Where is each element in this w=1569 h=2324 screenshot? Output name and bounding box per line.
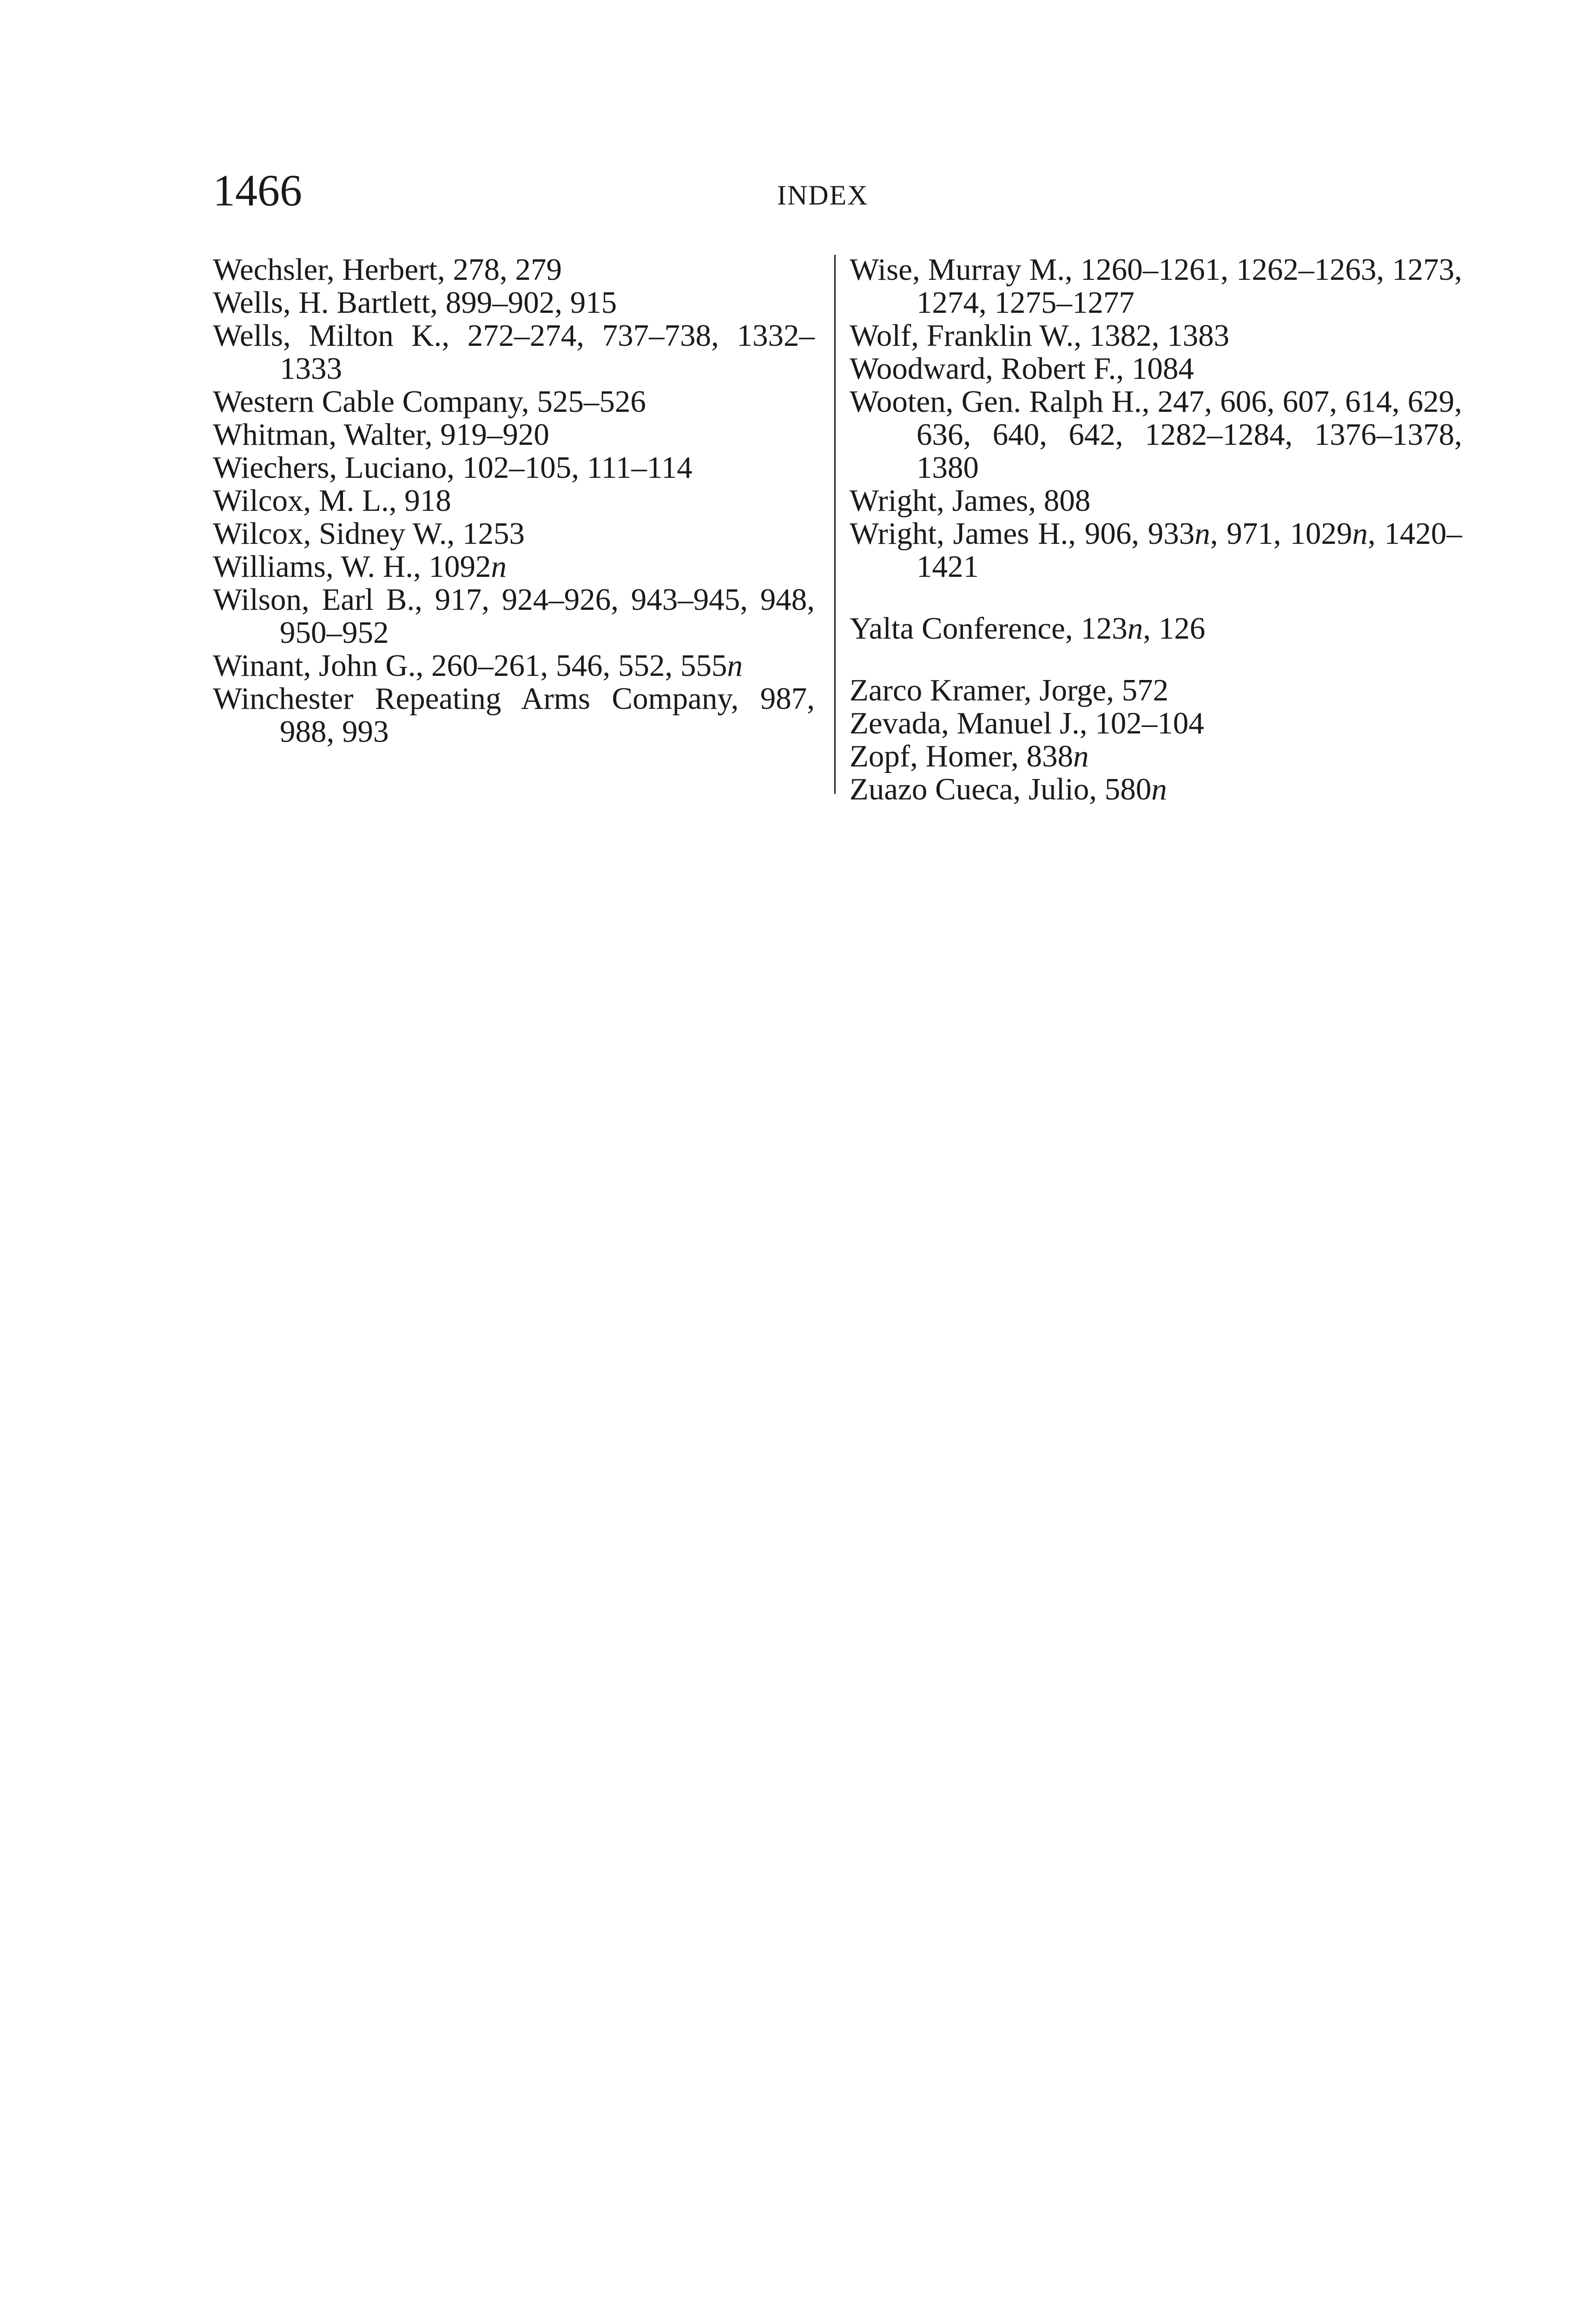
entry-text: , 1420–1421 — [916, 516, 1462, 584]
index-column-left — [213, 253, 815, 748]
entry-text: Wooten, Gen. Ralph H., 247, 606, 607, 614, 629, 636, 640, 642, 1282–1284, 1376–1378, 1380 — [850, 384, 1462, 485]
entry-text: , 971, 1029 — [1210, 516, 1352, 551]
entry-text: Wiechers, Luciano, 102–105, 111–114 — [213, 450, 692, 485]
entry-text: Western Cable Company, 525–526 — [213, 384, 646, 419]
entry-text: Wilcox, Sidney W., 1253 — [213, 516, 525, 551]
entry-text: Wise, Murray M., 1260–1261, 1262–1263, 1273, 1274, 1275–1277 — [850, 252, 1462, 320]
index-entry — [850, 773, 1462, 806]
page-number: 1466 — [213, 165, 302, 215]
footnote-marker: n — [727, 648, 743, 683]
entry-text: Winchester Repeating Arms Company, 987, 988, 993 — [213, 681, 815, 749]
footnote-marker: n — [1073, 739, 1089, 773]
index-entry — [213, 418, 815, 451]
page-header — [213, 165, 1462, 216]
footnote-marker: n — [1194, 516, 1210, 551]
index-entry — [850, 352, 1462, 385]
index-entry — [213, 385, 815, 418]
entry-text: Wells, Milton K., 272–274, 737–738, 1332–1333 — [213, 318, 815, 386]
entry-text: Whitman, Walter, 919–920 — [213, 417, 549, 452]
column-divider — [834, 255, 836, 794]
entry-text: Zevada, Manuel J., 102–104 — [850, 706, 1204, 740]
index-entry — [213, 451, 815, 484]
entry-text: Winant, John G., 260–261, 546, 552, 555 — [213, 648, 727, 683]
index-entry — [850, 319, 1462, 352]
index-entry — [850, 253, 1462, 319]
index-entry — [213, 682, 815, 748]
footnote-marker: n — [1151, 772, 1167, 806]
index-entry — [213, 253, 815, 286]
index-column-right — [850, 253, 1462, 806]
index-entry — [213, 583, 815, 649]
footnote-marker: n — [491, 549, 507, 584]
entry-text: Williams, W. H., 1092 — [213, 549, 491, 584]
index-entry — [850, 385, 1462, 484]
entry-text: Wright, James H., 906, 933 — [850, 516, 1195, 551]
index-entry — [213, 484, 815, 517]
entry-text: Zuazo Cueca, Julio, 580 — [850, 772, 1152, 806]
index-entry — [850, 612, 1462, 645]
index-entry — [213, 319, 815, 385]
index-entry — [850, 707, 1462, 740]
entry-text: Wells, H. Bartlett, 899–902, 915 — [213, 285, 617, 320]
entry-text: Zopf, Homer, 838 — [850, 739, 1074, 773]
entry-text: Wilcox, M. L., 918 — [213, 483, 451, 518]
footnote-marker: n — [1127, 611, 1143, 646]
section-gap — [850, 583, 1462, 612]
index-entry — [850, 740, 1462, 773]
entry-text: Wechsler, Herbert, 278, 279 — [213, 252, 562, 287]
index-entry — [213, 649, 815, 682]
index-entry — [850, 517, 1462, 583]
entry-text: , 126 — [1143, 611, 1206, 646]
index-entry — [850, 484, 1462, 517]
entry-text: Wilson, Earl B., 917, 924–926, 943–945, 948, 950–952 — [213, 582, 815, 650]
index-entry — [213, 286, 815, 319]
index-entry — [213, 550, 815, 583]
entry-text: Yalta Conference, 123 — [850, 611, 1127, 646]
entry-text: Wright, James, 808 — [850, 483, 1091, 518]
entry-text: Zarco Kramer, Jorge, 572 — [850, 673, 1169, 707]
entry-text: Woodward, Robert F., 1084 — [850, 351, 1194, 386]
entry-text: Wolf, Franklin W., 1382, 1383 — [850, 318, 1230, 353]
index-entry — [850, 674, 1462, 707]
running-head: INDEX — [777, 180, 869, 211]
footnote-marker: n — [1352, 516, 1368, 551]
index-entry — [213, 517, 815, 550]
section-gap — [850, 645, 1462, 674]
